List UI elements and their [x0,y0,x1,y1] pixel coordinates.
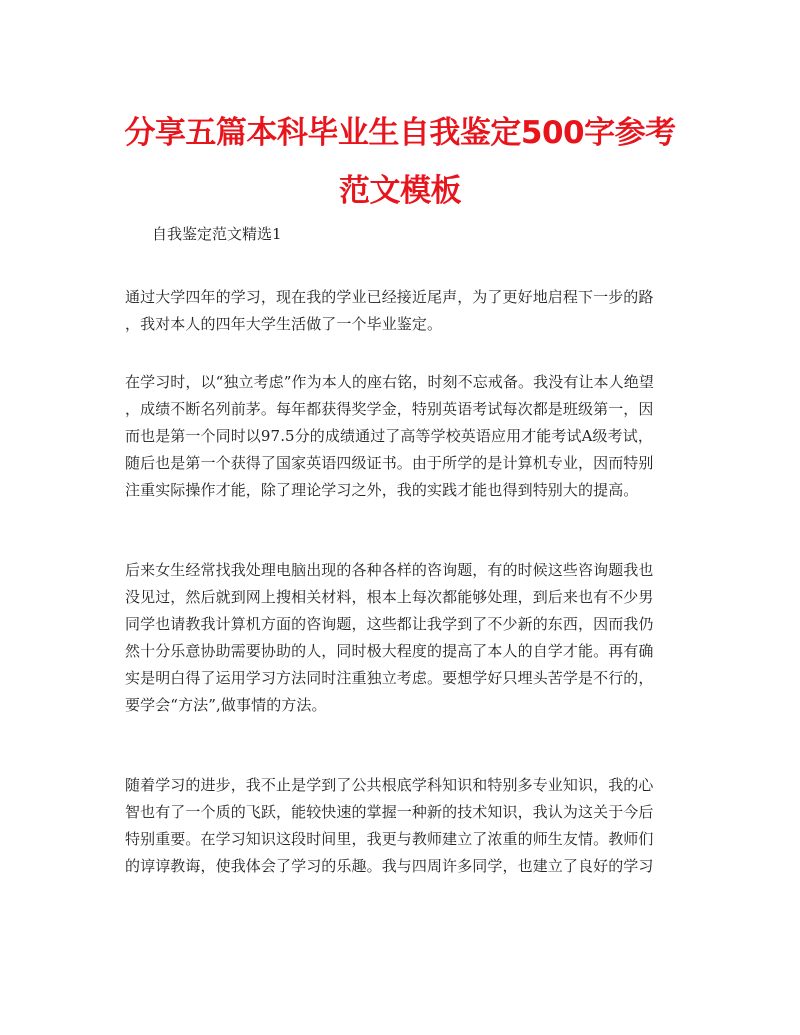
paragraph-line: 然十分乐意协助需要协助的人，同时极大程度的提高了本人的自学才能。再有确 [125,642,654,660]
paragraph-1 [125,284,677,338]
paragraph-line: 同学也请教我计算机方面的咨询题，这些都让我学到了不少新的东西，因而我仍 [125,615,654,633]
document-title [100,104,700,220]
title-line-2: 范文模板 [339,173,461,209]
paragraph-line: 随后也是第一个获得了国家英语四级证书。由于所学的是计算机专业，因而特别 [125,454,654,472]
paragraph-line: 通过大学四年的学习，现在我的学业已经接近尾声，为了更好地启程下一步的路 [125,288,654,306]
paragraph-line: 实是明白得了运用学习方法同时注重独立考虑。要想学好只埋头苦学是不行的， [125,669,654,687]
paragraph-line: ，我对本人的四年大学生活做了一个毕业鉴定。 [125,315,443,333]
paragraph-line: 没见过，然后就到网上搜相关材料，根本上每次都能够处理，到后来也有不少男 [125,588,654,606]
paragraph-line: 注重实际操作才能，除了理论学习之外，我的实践才能也得到特别大的提高。 [125,481,639,499]
paragraph-3 [125,557,677,719]
paragraph-line: 要学会“方法”,做事情的方法。 [125,696,327,714]
paragraph-line: 智也有了一个质的飞跃，能较快速的掌握一种新的技术知识，我认为这关于今后 [125,803,654,821]
title-line-1: 分享五篇本科毕业生自我鉴定500字参考 [124,115,676,151]
paragraph-4 [125,772,677,880]
paragraph-line: 随着学习的进步，我不止是学到了公共根底学科知识和特别多专业知识，我的心 [125,776,654,794]
paragraph-line: 而也是第一个同时以97.5分的成绩通过了高等学校英语应用才能考试A级考试， [125,427,653,445]
paragraph-line: 的谆谆教诲，使我体会了学习的乐趣。我与四周许多同学，也建立了良好的学习 [125,857,654,875]
paragraph-line: 在学习时，以“独立考虑”作为本人的座右铭，时刻不忘戒备。我没有让本人绝望 [125,373,654,391]
section-subtitle: 自我鉴定范文精选1 [152,225,282,243]
paragraph-line: 后来女生经常找我处理电脑出现的各种各样的咨询题，有的时候这些咨询题我也 [125,561,654,579]
paragraph-line: ，成绩不断名列前茅。每年都获得奖学金，特别英语考试每次都是班级第一，因 [125,400,654,418]
paragraph-line: 特别重要。在学习知识这段时间里，我更与教师建立了浓重的师生友情。教师们 [125,830,654,848]
paragraph-2 [125,369,677,504]
